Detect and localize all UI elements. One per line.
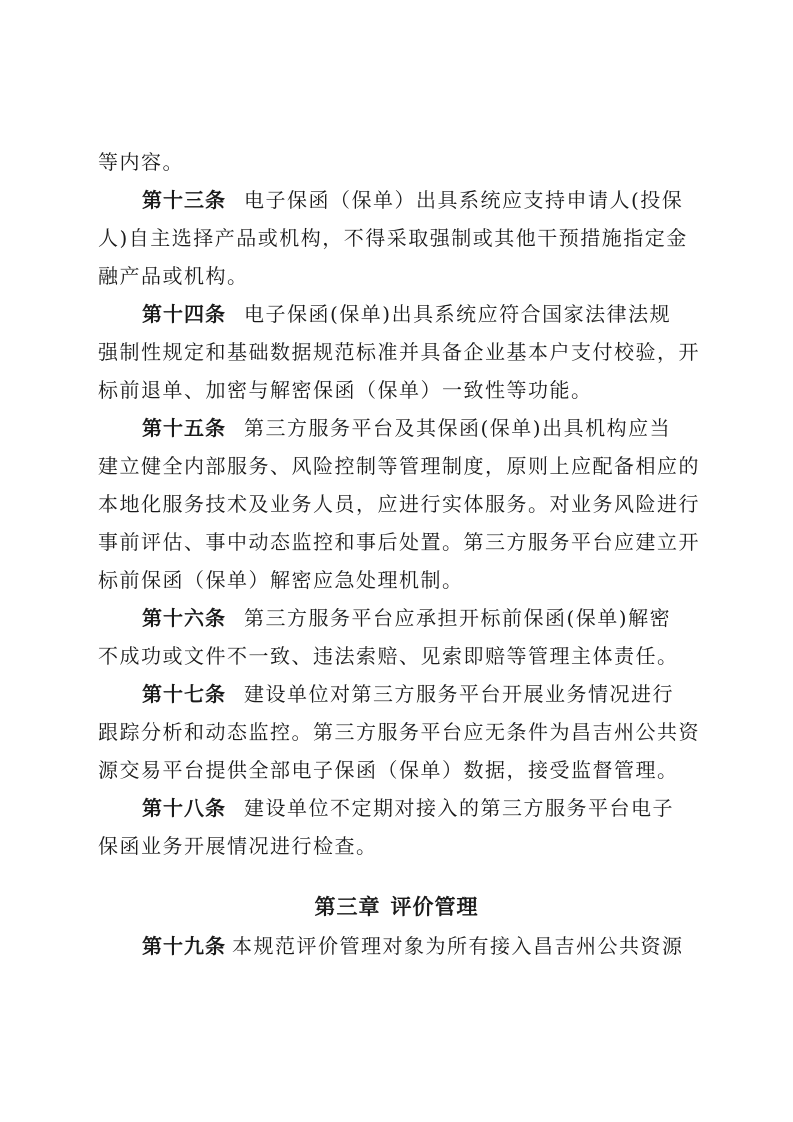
article-18-text-line-2: 保函业务开展情况进行检查。 <box>98 834 378 858</box>
article-17-text-line-2: 跟踪分析和动态监控。第三方服务平台应无条件为昌吉州公共资 <box>98 720 700 744</box>
article-13-text-line-3: 融产品或机构。 <box>98 264 249 288</box>
article-19-first-line <box>142 926 692 966</box>
article-15-text-line-5: 标前保函（保单）解密应急处理机制。 <box>98 568 464 592</box>
article-14-first-line <box>142 294 692 334</box>
chapter-heading <box>0 885 793 929</box>
article-13-text-line-2: 人)自主选择产品或机构，不得采取强制或其他干预措施指定金 <box>98 226 688 250</box>
intro-line: 等内容。 <box>98 150 184 174</box>
article-17-text-line-3: 源交易平台提供全部电子保函（保单）数据，接受监督管理。 <box>98 758 679 782</box>
article-16-text-line-2: 不成功或文件不一致、违法索赔、见索即赔等管理主体责任。 <box>98 644 679 668</box>
chapter-number: 第三章 <box>314 895 381 919</box>
article-14-number: 第十四条 <box>142 302 226 326</box>
article-19-text-line-1: 本规范评价管理对象为所有接入昌吉州公共资源 <box>232 934 684 958</box>
article-17-text-line-1: 建设单位对第三方服务平台开展业务情况进行 <box>244 682 674 706</box>
article-15-text-line-1: 第三方服务平台及其保函(保单)出具机构应当 <box>244 416 672 440</box>
article-17-first-line <box>142 674 692 714</box>
article-18-first-line <box>142 788 692 828</box>
article-15-text-line-2: 建立健全内部服务、风险控制等管理制度，原则上应配备相应的 <box>98 454 700 478</box>
article-16-number: 第十六条 <box>142 606 226 630</box>
article-13-text-line-1: 电子保函（保单）出具系统应支持申请人(投保 <box>244 188 684 212</box>
article-15-first-line <box>142 408 692 448</box>
article-15-number: 第十五条 <box>142 416 226 440</box>
article-15-text-line-4: 事前评估、事中动态监控和事后处置。第三方服务平台应建立开 <box>98 530 700 554</box>
article-19-number: 第十九条 <box>142 934 226 958</box>
article-14-text-line-2: 强制性规定和基础数据规范标准并具备企业基本户支付校验，开 <box>98 340 700 364</box>
chapter-title: 评价管理 <box>390 895 479 919</box>
article-17-number: 第十七条 <box>142 682 226 706</box>
article-16-text-line-1: 第三方服务平台应承担开标前保函(保单)解密 <box>244 606 672 630</box>
article-13-number: 第十三条 <box>142 188 226 212</box>
article-18-number: 第十八条 <box>142 796 226 820</box>
article-14-text-line-1: 电子保函(保单)出具系统应符合国家法律法规 <box>244 302 672 326</box>
article-14-text-line-3: 标前退单、加密与解密保函（保单）一致性等功能。 <box>98 378 593 402</box>
article-16-first-line <box>142 598 692 638</box>
article-13-first-line <box>142 180 692 220</box>
article-18-text-line-1: 建设单位不定期对接入的第三方服务平台电子 <box>244 796 674 820</box>
article-15-text-line-3: 本地化服务技术及业务人员，应进行实体服务。对业务风险进行 <box>98 492 700 516</box>
